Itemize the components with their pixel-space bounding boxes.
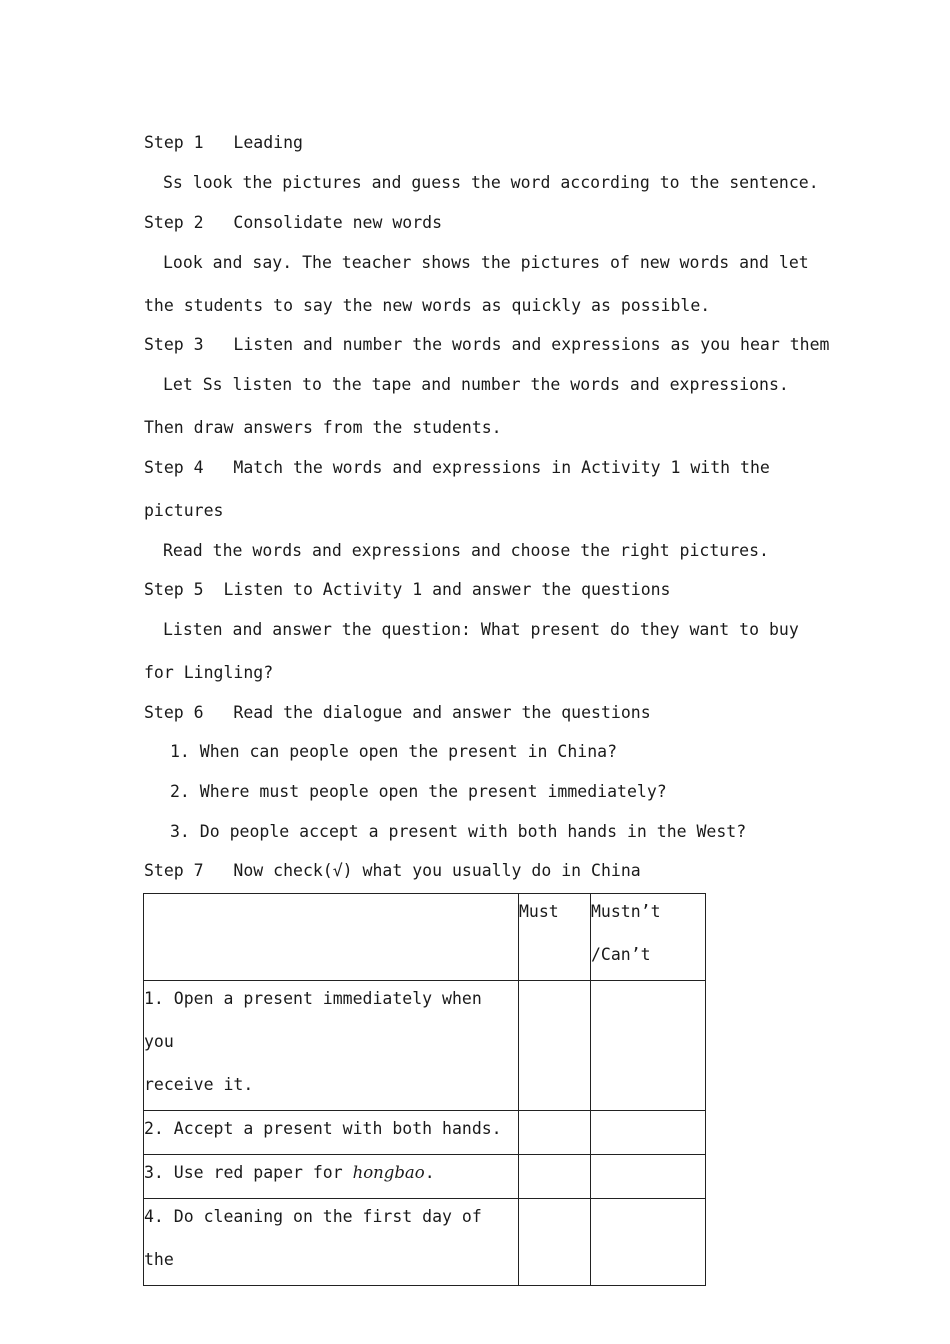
- row-3-italic: hongbao: [352, 1163, 425, 1182]
- step5-heading: Step 5 Listen to Activity 1 and answer the questions: [144, 580, 671, 599]
- row-3-must-cell[interactable]: [519, 1155, 591, 1199]
- step1-body: Ss look the pictures and guess the word according to the sentence.: [163, 173, 819, 192]
- table-row: [144, 1155, 706, 1199]
- step2-heading: Step 2 Consolidate new words: [144, 213, 443, 232]
- table-row: [144, 1199, 706, 1286]
- table-row: [144, 1111, 706, 1155]
- step4-body: Read the words and expressions and choose the right pictures.: [163, 541, 769, 560]
- step3-body-2: Then draw answers from the students.: [144, 418, 502, 437]
- row-4-mustnt-cell[interactable]: [591, 1199, 706, 1286]
- table-header-row: [144, 894, 706, 981]
- row-2-line-1: 2. Accept a present with both hands.: [144, 1119, 502, 1138]
- check-table: [143, 893, 706, 1286]
- row-3-text: [144, 1155, 519, 1199]
- cant-label: /Can’t: [591, 945, 651, 964]
- row-3-suffix: .: [424, 1163, 435, 1182]
- row-3-prefix: 3. Use red paper for: [144, 1163, 353, 1182]
- row-4-line-1: 4. Do cleaning on the first day of the: [144, 1207, 482, 1269]
- step4-heading: Step 4 Match the words and expressions in Activity 1 with the: [144, 458, 770, 477]
- step2-body-1: Look and say. The teacher shows the pictures of new words and let: [163, 253, 809, 272]
- row-1-must-cell[interactable]: [519, 981, 591, 1111]
- question-1: 1. When can people open the present in China?: [170, 742, 618, 761]
- row-3-mustnt-cell[interactable]: [591, 1155, 706, 1199]
- row-1-line-1: 1. Open a present immediately when you: [144, 989, 482, 1051]
- question-3: 3. Do people accept a present with both hands in the West?: [170, 822, 747, 841]
- row-1-mustnt-cell[interactable]: [591, 981, 706, 1111]
- row-2-must-cell[interactable]: [519, 1111, 591, 1155]
- header-must: [519, 894, 591, 981]
- step2-body-2: the students to say the new words as quickly as possible.: [144, 296, 711, 315]
- step3-body-1: Let Ss listen to the tape and number the words and expressions.: [163, 375, 789, 394]
- header-empty-cell: [144, 894, 519, 981]
- step5-body-2: for Lingling?: [144, 663, 274, 682]
- question-2: 2. Where must people open the present immediately?: [170, 782, 667, 801]
- row-1-line-2: receive it.: [144, 1075, 254, 1094]
- row-4-text: [144, 1199, 519, 1286]
- step3-heading: Step 3 Listen and number the words and expressions as you hear them: [144, 335, 830, 354]
- row-2-text: [144, 1111, 519, 1155]
- row-4-must-cell[interactable]: [519, 1199, 591, 1286]
- table-row: [144, 981, 706, 1111]
- step5-body-1: Listen and answer the question: What present do they want to buy: [163, 620, 799, 639]
- step4-heading-cont: pictures: [144, 501, 224, 520]
- row-1-text: [144, 981, 519, 1111]
- mustnt-label: Mustn’t: [591, 902, 661, 921]
- row-2-mustnt-cell[interactable]: [591, 1111, 706, 1155]
- step1-heading: Step 1 Leading: [144, 133, 303, 152]
- header-mustnt: [591, 894, 706, 981]
- must-label: Must: [519, 902, 559, 921]
- step6-heading: Step 6 Read the dialogue and answer the questions: [144, 703, 651, 722]
- step7-heading: Step 7 Now check(√) what you usually do in China: [144, 861, 641, 880]
